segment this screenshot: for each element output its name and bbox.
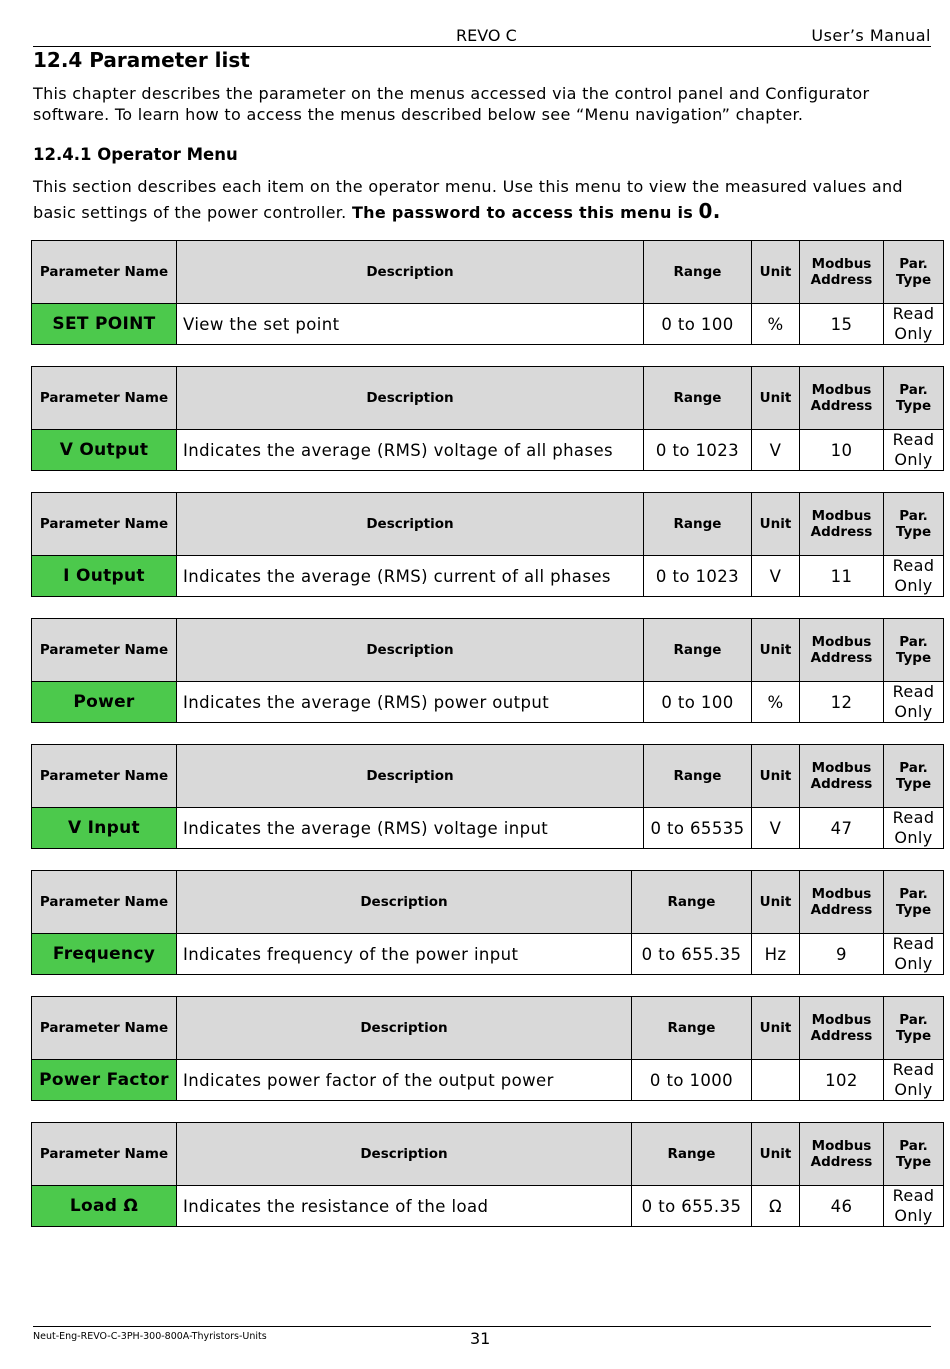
column-header-name: Parameter Name — [32, 997, 177, 1060]
column-header-name: Parameter Name — [32, 1123, 177, 1186]
column-header-unit: Unit — [752, 745, 800, 808]
column-header-type: Par. Type — [884, 745, 944, 808]
parameter-table — [31, 618, 944, 723]
table-row — [32, 934, 944, 975]
parameter-table — [31, 492, 944, 597]
param-description: Indicates power factor of the output power — [177, 1060, 632, 1101]
param-unit: Ω — [752, 1186, 800, 1227]
param-type: Read Only — [884, 1060, 944, 1101]
table-header-row — [32, 619, 944, 682]
param-modbus: 12 — [800, 682, 884, 723]
column-header-range: Range — [644, 241, 752, 304]
column-header-modbus: Modbus Address — [800, 367, 884, 430]
column-header-unit: Unit — [752, 241, 800, 304]
column-header-range: Range — [644, 619, 752, 682]
column-header-name: Parameter Name — [32, 619, 177, 682]
column-header-type: Par. Type — [884, 241, 944, 304]
table-header-row — [32, 745, 944, 808]
column-header-description: Description — [177, 241, 644, 304]
column-header-modbus: Modbus Address — [800, 745, 884, 808]
column-header-description: Description — [177, 1123, 632, 1186]
param-range: 0 to 65535 — [644, 808, 752, 849]
param-modbus: 15 — [800, 304, 884, 345]
param-description: Indicates the average (RMS) power output — [177, 682, 644, 723]
table-header-row — [32, 367, 944, 430]
table-header-row — [32, 997, 944, 1060]
header-manual: User’s Manual — [811, 26, 931, 45]
param-name: V Input — [32, 808, 177, 849]
param-range: 0 to 1023 — [644, 430, 752, 471]
param-type: Read Only — [884, 430, 944, 471]
param-unit: V — [752, 430, 800, 471]
subsection-title: 12.4.1 Operator Menu — [33, 145, 238, 164]
footer-doc-id: Neut-Eng-REVO-C-3PH-300-800A-Thyristors-Units — [33, 1331, 267, 1342]
page-header — [33, 26, 931, 47]
param-unit: % — [752, 682, 800, 723]
table-header-row — [32, 1123, 944, 1186]
parameter-tables — [31, 240, 943, 1248]
param-unit: V — [752, 808, 800, 849]
table-header-row — [32, 241, 944, 304]
param-range: 0 to 1023 — [644, 556, 752, 597]
param-name: Load Ω — [32, 1186, 177, 1227]
column-header-modbus: Modbus Address — [800, 1123, 884, 1186]
column-header-name: Parameter Name — [32, 367, 177, 430]
parameter-table — [31, 1122, 944, 1227]
column-header-name: Parameter Name — [32, 241, 177, 304]
column-header-modbus: Modbus Address — [800, 493, 884, 556]
header-product: REVO C — [456, 26, 517, 45]
column-header-modbus: Modbus Address — [800, 997, 884, 1060]
table-row — [32, 682, 944, 723]
column-header-unit: Unit — [752, 871, 800, 934]
page-footer — [33, 1326, 931, 1348]
column-header-type: Par. Type — [884, 493, 944, 556]
param-unit — [752, 1060, 800, 1101]
column-header-description: Description — [177, 493, 644, 556]
param-modbus: 47 — [800, 808, 884, 849]
column-header-unit: Unit — [752, 997, 800, 1060]
parameter-table — [31, 870, 944, 975]
column-header-unit: Unit — [752, 367, 800, 430]
column-header-name: Parameter Name — [32, 745, 177, 808]
param-description: View the set point — [177, 304, 644, 345]
column-header-range: Range — [632, 1123, 752, 1186]
param-modbus: 102 — [800, 1060, 884, 1101]
column-header-modbus: Modbus Address — [800, 619, 884, 682]
param-description: Indicates the resistance of the load — [177, 1186, 632, 1227]
column-header-unit: Unit — [752, 1123, 800, 1186]
param-name: Frequency — [32, 934, 177, 975]
param-range: 0 to 655.35 — [632, 1186, 752, 1227]
param-unit: V — [752, 556, 800, 597]
param-range: 0 to 1000 — [632, 1060, 752, 1101]
column-header-modbus: Modbus Address — [800, 241, 884, 304]
param-range: 0 to 100 — [644, 304, 752, 345]
param-modbus: 46 — [800, 1186, 884, 1227]
param-description: Indicates the average (RMS) voltage input — [177, 808, 644, 849]
parameter-table — [31, 366, 944, 471]
table-row — [32, 430, 944, 471]
column-header-unit: Unit — [752, 619, 800, 682]
column-header-type: Par. Type — [884, 367, 944, 430]
param-name: Power — [32, 682, 177, 723]
param-name: V Output — [32, 430, 177, 471]
param-description: Indicates the average (RMS) current of all phases — [177, 556, 644, 597]
column-header-description: Description — [177, 745, 644, 808]
section-title: 12.4 Parameter list — [33, 48, 250, 72]
column-header-range: Range — [644, 745, 752, 808]
param-type: Read Only — [884, 304, 944, 345]
param-type: Read Only — [884, 556, 944, 597]
column-header-range: Range — [632, 997, 752, 1060]
param-type: Read Only — [884, 682, 944, 723]
column-header-description: Description — [177, 367, 644, 430]
param-description: Indicates frequency of the power input — [177, 934, 632, 975]
password-value: 0. — [698, 199, 721, 223]
param-name: I Output — [32, 556, 177, 597]
parameter-table — [31, 744, 944, 849]
column-header-description: Description — [177, 871, 632, 934]
column-header-type: Par. Type — [884, 871, 944, 934]
table-row — [32, 808, 944, 849]
intro-paragraph: This chapter describes the parameter on the menus accessed via the control panel and Configurator software. To learn how to access the menus described below see “Menu navigation” chapter. — [33, 84, 870, 124]
table-row — [32, 556, 944, 597]
param-type: Read Only — [884, 1186, 944, 1227]
operator-description-text: This section describes each item on the operator menu. Use this menu to view the measured values and basic settings of the power controller. — [33, 177, 903, 222]
column-header-description: Description — [177, 619, 644, 682]
column-header-type: Par. Type — [884, 1123, 944, 1186]
param-type: Read Only — [884, 934, 944, 975]
column-header-description: Description — [177, 997, 632, 1060]
param-description: Indicates the average (RMS) voltage of all phases — [177, 430, 644, 471]
column-header-name: Parameter Name — [32, 871, 177, 934]
password-text: The password to access this menu is — [351, 203, 694, 222]
table-header-row — [32, 871, 944, 934]
column-header-range: Range — [632, 871, 752, 934]
page-number: 31 — [470, 1329, 491, 1348]
table-row — [32, 1060, 944, 1101]
param-modbus: 11 — [800, 556, 884, 597]
column-header-range: Range — [644, 493, 752, 556]
param-unit: Hz — [752, 934, 800, 975]
param-modbus: 10 — [800, 430, 884, 471]
column-header-name: Parameter Name — [32, 493, 177, 556]
param-modbus: 9 — [800, 934, 884, 975]
param-name: SET POINT — [32, 304, 177, 345]
column-header-modbus: Modbus Address — [800, 871, 884, 934]
column-header-unit: Unit — [752, 493, 800, 556]
table-row — [32, 304, 944, 345]
column-header-type: Par. Type — [884, 997, 944, 1060]
param-unit: % — [752, 304, 800, 345]
param-range: 0 to 655.35 — [632, 934, 752, 975]
parameter-table — [31, 240, 944, 345]
table-header-row — [32, 493, 944, 556]
param-name: Power Factor — [32, 1060, 177, 1101]
param-range: 0 to 100 — [644, 682, 752, 723]
parameter-table — [31, 996, 944, 1101]
column-header-type: Par. Type — [884, 619, 944, 682]
column-header-range: Range — [644, 367, 752, 430]
param-type: Read Only — [884, 808, 944, 849]
operator-description — [33, 175, 938, 225]
table-row — [32, 1186, 944, 1227]
